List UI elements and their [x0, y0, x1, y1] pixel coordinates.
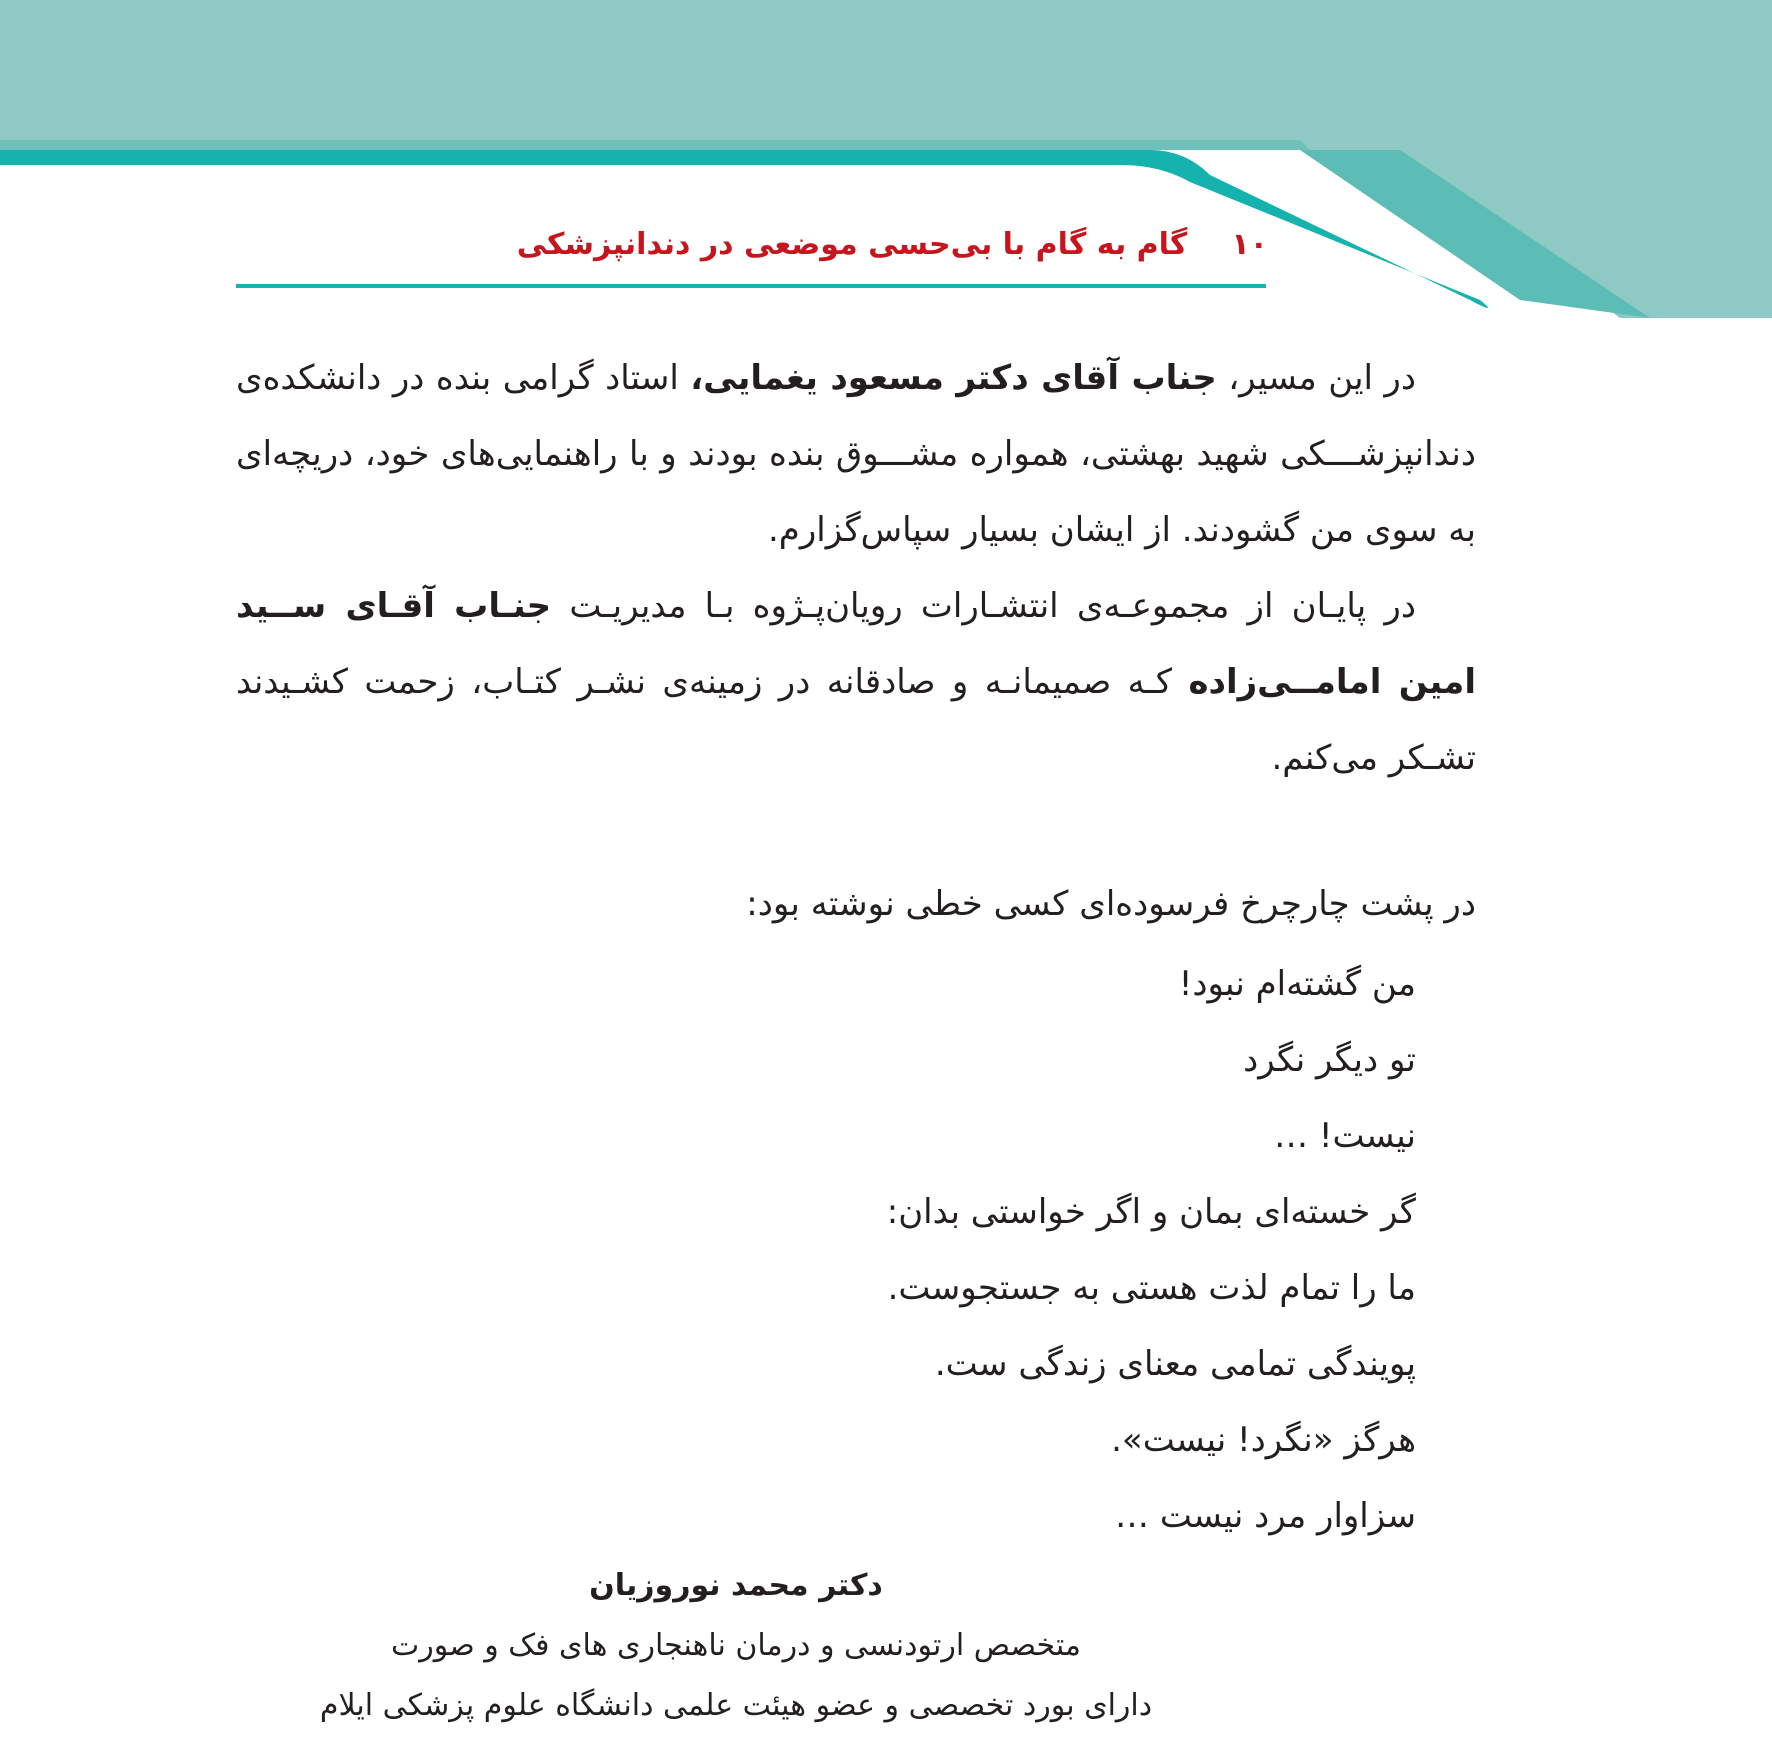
signature-title: متخصص ارتودنسی و درمان ناهنجاری های فک و صورت — [391, 1628, 1081, 1663]
poem — [236, 946, 1416, 1554]
poem-line: تو دیگر نگرد — [1243, 1040, 1416, 1080]
signature-name: دکتر محمد نوروزیان — [589, 1568, 883, 1603]
p1-text-c: استاد گرامی بنده در دانشکده‌ی دندانپزشـــکی شهید بهشتی، همواره مشـــوق بنده بودند و با راهنمایی‌های خود، دریچه‌ای به سوی من گشودند. از ایشان بسیار سپاس‌گزارم. — [236, 358, 1476, 550]
poem-line: هرگز «نگرد! نیست». — [1111, 1420, 1416, 1460]
p2-text-c: کـه صمیمانـه و صادقانه در زمینه‌ی نشـر کتـاب، زحمت کشـیدند تشـکر می‌کنم. — [236, 662, 1476, 778]
poem-line: سزاوار مرد نیست … — [1115, 1496, 1416, 1536]
p1-text-a: در این مسیر، — [1216, 358, 1416, 398]
paragraph-thanks-yaghmaei — [236, 340, 1476, 568]
header-rule — [236, 284, 1266, 288]
signature-affiliation: دارای بورد تخصصی و عضو هیئت علمی دانشگاه علوم پزشکی ایلام — [319, 1688, 1153, 1723]
p1-bold-name: جناب آقای دکتر مسعود یغمایی، — [690, 358, 1217, 398]
header-banner — [0, 0, 1772, 330]
book-title: گام به گام با بی‌حسی موضعی در دندانپزشکی — [516, 226, 1188, 262]
poem-line: نیست! … — [1274, 1116, 1416, 1156]
page-number: ۱۰ — [1231, 226, 1268, 262]
p2-bold-name: جنـاب آقـای ســید امین امامــی‌زاده — [236, 586, 1476, 702]
banner-top-band — [0, 0, 1772, 150]
banner-edge-highlight — [0, 140, 1310, 150]
poem-line: گر خسته‌ای بمان و اگر خواستی بدان: — [886, 1192, 1416, 1232]
p2-text-a: در پایـان از مجموعـه‌ی انتشـارات رویان‌پـژوه بـا مدیریـت — [551, 586, 1416, 626]
poem-intro: در پشت چارچرخ فرسوده‌ای کسی خطی نوشته بود: — [746, 884, 1476, 924]
poem-line: ما را تمام لذت هستی به جستجوست. — [887, 1268, 1416, 1308]
poem-line: من گشته‌ام نبود! — [1178, 964, 1416, 1004]
poem-line: پویندگی تمامی معنای زندگی ست. — [934, 1344, 1416, 1384]
paragraph-thanks-publisher — [236, 568, 1476, 796]
running-header — [238, 210, 1268, 278]
